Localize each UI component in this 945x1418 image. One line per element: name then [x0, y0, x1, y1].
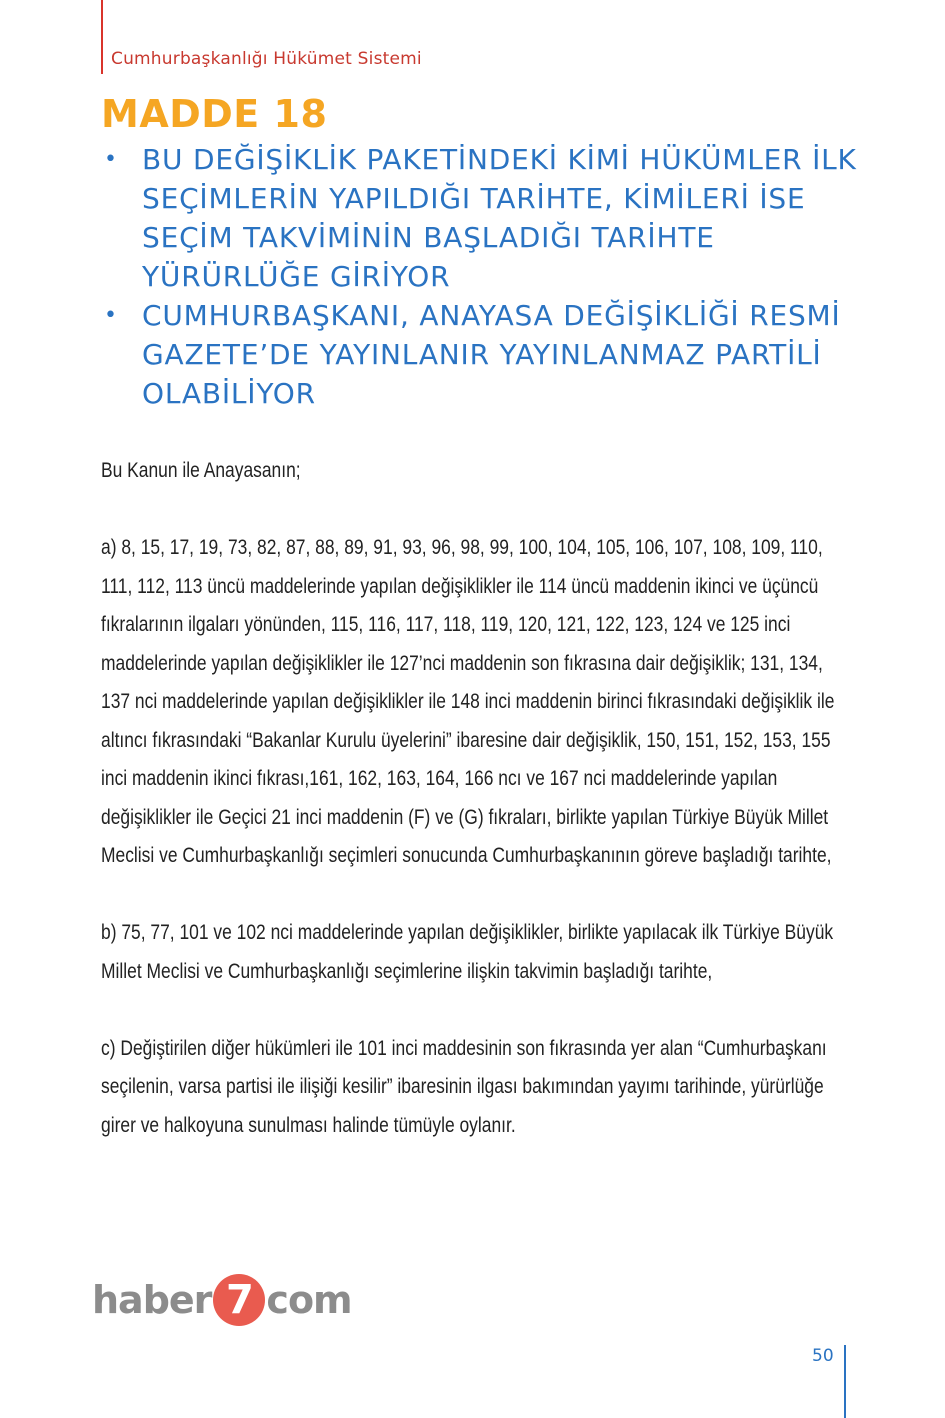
logo-text-haber: haber	[92, 1278, 212, 1322]
running-header: Cumhurbaşkanlığı Hükümet Sistemi	[111, 49, 422, 69]
bullet-icon: •	[104, 147, 118, 172]
header-divider	[101, 0, 103, 74]
body-intro: Bu Kanun ile Anayasanın;	[101, 459, 301, 482]
article-body	[101, 452, 848, 1184]
footer-divider	[844, 1345, 846, 1418]
summary-bullet-item	[104, 296, 864, 413]
logo-text-com: com	[266, 1278, 352, 1322]
haber7-logo	[92, 1272, 352, 1328]
body-paragraph-c: c) Değiştirilen diğer hükümleri ile 101 inci maddesinin son fıkrasında yer alan “Cumhurbaşkanı seçilenin, varsa partisi ile ilişiği kesilir” ibaresinin ilgası bakımından yayımı tarihinde, yürürlüğe girer ve halkoyuna sunulması halinde tümüyle oylanır.	[101, 1036, 827, 1137]
bullet-icon: •	[104, 303, 118, 328]
page-number: 50	[812, 1346, 834, 1366]
summary-bullet-item	[104, 140, 864, 296]
body-paragraph-a: a) 8, 15, 17, 19, 73, 82, 87, 88, 89, 91, 93, 96, 98, 99, 100, 104, 105, 106, 107, 108, 109, 110, 111, 112, 113 üncü maddelerinde yapılan değişiklikler ile 114 üncü maddenin ikinci ve üçüncü fıkralarının ilgaları yönünden, 115, 116, 117, 118, 119, 120, 121, 122, 123, 124 ve 125 inci maddelerinde yapılan değişiklikler ile 127’nci maddenin son fıkrasına dair değişiklik; 131, 134, 137 nci maddelerinde yapılan değişiklikler ile 148 inci maddenin birinci fıkrasındaki değişiklik ile altıncı fıkrasındaki “Bakanlar Kurulu üyelerini” ibaresine dair değişiklik, 150, 151, 152, 153, 155 inci maddenin ikinci fıkrası,161, 162, 163, 164, 166 ncı ve 167 nci maddelerinde yapılan değişiklikler ile Geçici 21 inci maddenin (F) ve (G) fıkraları, birlikte yapılan Türkiye Büyük Millet Meclisi ve Cumhurbaşkanlığı seçimleri sonucunda Cumhurbaşkanının göreve başladığı tarihte,	[101, 536, 835, 867]
summary-bullet-text: CUMHURBAŞKANI, ANAYASA DEĞİŞİKLİĞİ RESMİ GAZETE’DE YAYINLANIR YAYINLANMAZ PARTİLİ OLABİLİYOR	[142, 299, 841, 410]
article-title: MADDE 18	[101, 92, 328, 136]
body-paragraph-b: b) 75, 77, 101 ve 102 nci maddelerinde yapılan değişiklikler, birlikte yapılacak ilk Türkiye Büyük Millet Meclisi ve Cumhurbaşkanlığı seçimlerine ilişkin takvimin başladığı tarihte,	[101, 921, 834, 983]
summary-bullet-text: BU DEĞİŞİKLİK PAKETİNDEKİ KİMİ HÜKÜMLER İLK SEÇİMLERİN YAPILDIĞI TARİHTE, KİMİLERİ İSE SEÇİM TAKVİMİNİN BAŞLADIĞI TARİHTE YÜRÜRLÜĞE GİRİYOR	[142, 143, 857, 293]
logo-seven-badge: 7	[213, 1274, 265, 1326]
summary-bullets	[104, 140, 864, 413]
